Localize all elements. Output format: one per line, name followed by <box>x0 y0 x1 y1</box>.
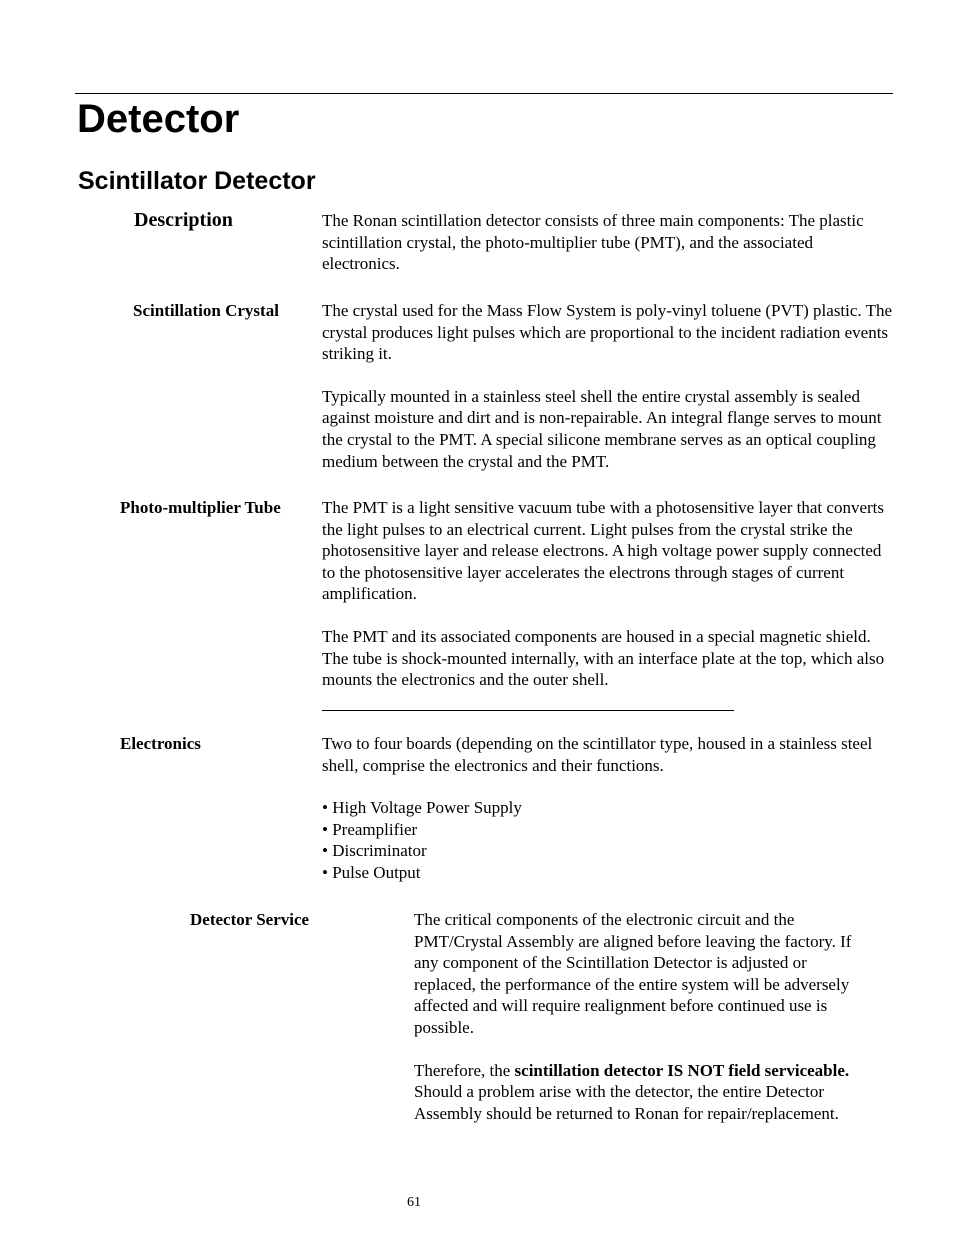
electronics-text <box>322 733 894 884</box>
top-rule <box>75 93 893 94</box>
service-text-post: Should a problem arise with the detector, the entire Detector Assembly should be returned to Ronan for repair/replacement. <box>414 1082 839 1123</box>
crystal-text <box>322 300 894 472</box>
page-title: Detector <box>77 97 240 141</box>
pmt-label: Photo-multiplier Tube <box>120 498 281 517</box>
pmt-text <box>322 497 894 691</box>
section-divider <box>322 710 734 711</box>
service-warning: scintillation detector IS NOT field serviceable. <box>514 1060 850 1080</box>
electronics-list <box>322 797 894 883</box>
service-text <box>414 909 864 1124</box>
electronics-paragraph: Two to four boards (depending on the scintillator type, housed in a stainless steel shell, comprise the electronics and their functions. <box>322 734 873 775</box>
service-text-pre: Therefore, the <box>414 1060 515 1080</box>
electronics-label: Electronics <box>120 734 201 753</box>
service-paragraph-2 <box>414 1060 864 1125</box>
pmt-paragraph-2: The PMT and its associated components are housed in a special magnetic shield. The tube is shock-mounted internally, with an interface plate at the top, which also mounts the electronics and the outer shell. <box>322 626 885 690</box>
service-paragraph-1: The critical components of the electronic circuit and the PMT/Crystal Assembly are aligned before leaving the factory. If any component of the Scintillation Detector is adjusted or replaced, the performance of the entire system will be adversely affected and will require realignment before continued use is possible. <box>414 910 852 1037</box>
service-label: Detector Service <box>190 910 310 929</box>
crystal-paragraph-2: Typically mounted in a stainless steel shell the entire crystal assembly is sealed against moisture and dirt and is non-repairable. An integral flange serves to mount the crystal to the PMT. A special silicone membrane serves as an optical coupling medium between the crystal and the PMT. <box>322 386 882 471</box>
crystal-label: Scintillation Crystal <box>133 301 279 320</box>
crystal-paragraph-1: The crystal used for the Mass Flow System is poly-vinyl toluene (PVT) plastic. The crystal produces light pulses which are proportional to the incident radiation events striking it. <box>322 301 893 364</box>
pmt-paragraph-1: The PMT is a light sensitive vacuum tube with a photosensitive layer that converts the light pulses to an electrical current. Light pulses from the crystal strike the photosensitive layer and release electrons. A high voltage power supply connected to the photosensitive layer accelerates the electrons through stages of current amplification. <box>322 498 884 604</box>
list-item: • High Voltage Power Supply <box>322 797 894 819</box>
list-item: • Pulse Output <box>322 862 894 884</box>
description-paragraph: The Ronan scintillation detector consists of three main components: The plastic scintillation crystal, the photo-multiplier tube (PMT), and the associated electronics. <box>322 211 864 274</box>
section-title: Scintillator Detector <box>78 167 316 195</box>
description-label: Description <box>134 209 233 231</box>
description-text <box>322 210 894 275</box>
list-item: • Discriminator <box>322 840 894 862</box>
page-number: 61 <box>407 1195 421 1210</box>
list-item: • Preamplifier <box>322 819 894 841</box>
